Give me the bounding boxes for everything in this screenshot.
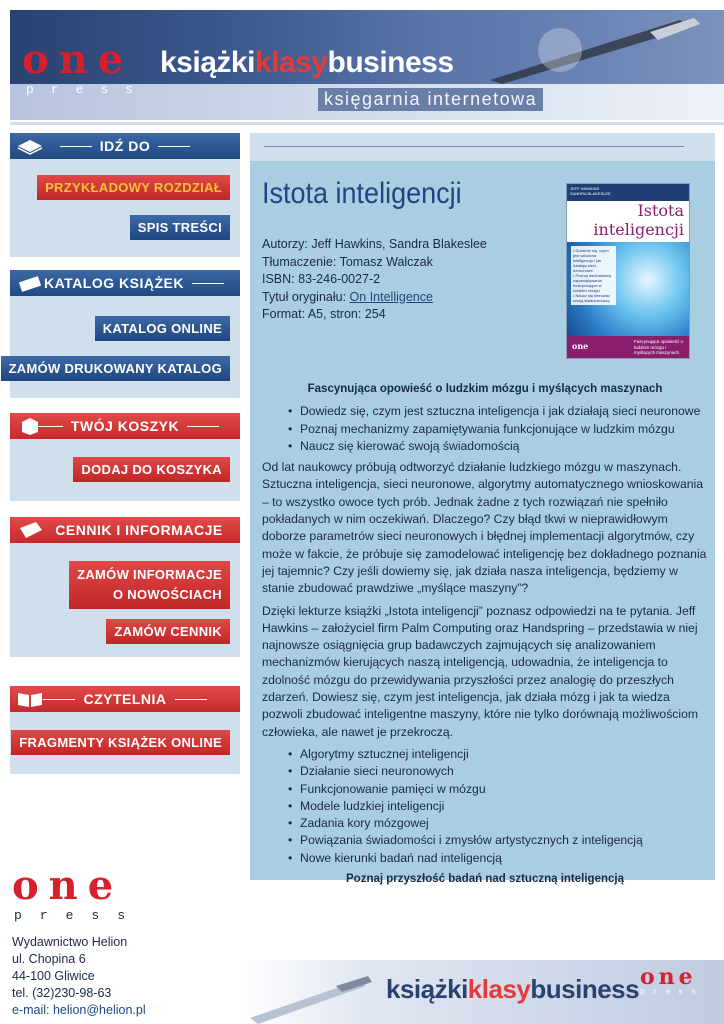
list-item: • Naucz się kierować swoją świadomością [288, 438, 708, 455]
sample-chapter-button[interactable]: PRZYKŁADOWY ROZDZIAŁ [37, 175, 230, 200]
footer-one-press-logo[interactable] [12, 862, 144, 923]
book-description [262, 381, 708, 888]
publisher-city: 44-100 Gliwice [12, 969, 95, 983]
one-press-logo[interactable] [22, 36, 152, 104]
sidebar-goto-title: IDŹ DO [99, 138, 151, 154]
info-icon [16, 520, 44, 540]
cover-bullet-3: • Naucz się kierować swoją świadomością [573, 293, 610, 303]
online-fragments-button[interactable]: FRAGMENTY KSIĄŻEK ONLINE [11, 730, 230, 755]
publisher-phone: tel. (32)230-98-63 [12, 986, 112, 1000]
list-item: • Funkcjonowanie pamięci w mózgu [288, 781, 708, 798]
sidebar-cart-header [10, 413, 240, 439]
book-translator: Tłumaczenie: Tomasz Walczak [262, 254, 433, 269]
table-of-contents-button[interactable]: SPIS TREŚCI [130, 215, 230, 240]
sidebar-catalog-title: KATALOG KSIĄŻEK [44, 275, 184, 291]
feature-list-2 [288, 746, 708, 867]
logo-word: one [22, 36, 134, 83]
book-detail-panel [250, 133, 715, 886]
footer-brand-b: klasy [467, 974, 531, 1004]
publisher-email-link[interactable]: helion@helion.pl [52, 1003, 146, 1017]
fountain-pen-icon [240, 960, 380, 1024]
panel-top-strip [250, 133, 715, 161]
cover-subtitle: Fascynująca opowieść o ludzkim mózgu i myślących maszynach [634, 339, 684, 355]
book-title: Istota inteligencji [262, 177, 462, 210]
sidebar-pricing-title: CENNIK I INFORMACJE [55, 522, 223, 538]
brand-title [160, 46, 454, 80]
cover-face-artwork [567, 242, 690, 336]
book-original-title-row [262, 289, 487, 307]
publisher-email-row [12, 1002, 146, 1019]
cover-logo: one [572, 341, 589, 351]
list-item: • Nowe kierunki badań nad inteligencją [288, 850, 708, 867]
sidebar-reading-box [10, 686, 240, 774]
publisher-address [12, 934, 146, 1019]
list-item: • Zadania kory mózgowej [288, 815, 708, 832]
publisher-name: Wydawnictwo Helion [12, 935, 128, 949]
cover-author-strip [567, 184, 689, 201]
cover-bullet-1: • Dowiedz się, czym jest sztuczna inteligencja i jak działają sieci neuronowe [573, 248, 609, 273]
description-paragraph-1: Od lat naukowcy próbują odtworzyć działanie ludzkiego mózgu w maszynach. Sztuczna inteligencja, sieci neuronowe, algorytmy automatycznego wnioskowania – to wszystko owoce tych prób. Jednak żadne z tych rozwiązań nie spełniło pokładanych w nim oczekiwań. Dlaczego? Czy błąd tkwi w nieprawidłowym doborze parametrów sieci neuronowych i błędnej implementacji algorytmów, czy może w fakcie, że próbuje się zamodelować inteligencję bez dokładnego poznania jej tajemnic? Czy jeśli dowiemy się, jak działa nasza inteligencja, będziemy w stanie zbudować prawdziwe „myślące maszyny”? [262, 460, 707, 596]
book-icon [16, 136, 44, 156]
original-title-label: Tytuł oryginału: [262, 289, 350, 304]
order-news-line-1: ZAMÓW INFORMACJE [77, 567, 222, 582]
sidebar-pricing-header [10, 517, 240, 543]
sidebar-catalog-header [10, 270, 240, 296]
description-closing: Poznaj przyszłość badań nad sztuczną inteligencją [346, 873, 624, 886]
catalog-online-button[interactable]: KATALOG ONLINE [95, 316, 230, 341]
sidebar-goto-box [10, 133, 240, 257]
description-lead: Fascynująca opowieść o ludzkim mózgu i myślących maszynach [307, 383, 663, 395]
email-label: e-mail: [12, 1003, 53, 1017]
add-to-cart-button[interactable]: DODAJ DO KOSZYKA [73, 457, 230, 482]
header-divider [10, 122, 724, 125]
footer-banner [240, 960, 724, 1024]
footer-mini-logo [640, 966, 704, 997]
order-print-catalog-button[interactable]: ZAMÓW DRUKOWANY KATALOG [1, 356, 230, 381]
sidebar-pricing-box [10, 517, 240, 657]
list-item: • Modele ludzkiej inteligencji [288, 798, 708, 815]
sidebar-reading-header [10, 686, 240, 712]
brand-tagline: księgarnia internetowa [318, 88, 543, 111]
book-cover-image[interactable] [566, 183, 690, 359]
cover-author-1: JEFF HAWKINS [570, 186, 600, 191]
list-item: • Dowiedz się, czym jest sztuczna inteligencja i jak działają sieci neuronowe [288, 403, 708, 420]
sidebar-cart-title: TWÓJ KOSZYK [70, 418, 180, 434]
books-icon [16, 273, 44, 293]
list-item: • Algorytmy sztucznej inteligencji [288, 746, 708, 763]
book-authors: Autorzy: Jeff Hawkins, Sandra Blakeslee [262, 237, 487, 251]
order-pricelist-button[interactable]: ZAMÓW CENNIK [106, 619, 230, 644]
footer-logo-word: one [12, 862, 124, 909]
list-item: • Działanie sieci neuronowych [288, 763, 708, 780]
header-banner [10, 10, 724, 120]
open-book-icon [16, 689, 44, 709]
sidebar-cart-box [10, 413, 240, 501]
cover-title-line-1: Istota [637, 201, 684, 220]
cover-bottom-strip [567, 336, 689, 359]
footer-mini-logo-sub: press [640, 988, 705, 997]
fountain-pen-icon [450, 10, 724, 84]
feature-list-1 [288, 403, 708, 455]
book-metadata [262, 236, 487, 324]
cover-author-2: SANDRA BLAKESLEE [570, 191, 611, 196]
brand-part-b: klasy [254, 46, 328, 79]
cover-bullet-2: • Poznaj mechanizmy zapamiętywania funkcjonujące w ludzkim mózgu [573, 273, 612, 293]
original-title-link[interactable]: On Intelligence [349, 289, 433, 304]
sidebar-catalog-box [10, 270, 240, 398]
book-isbn: ISBN: 83-246-0027-2 [262, 272, 381, 286]
list-item: • Poznaj mechanizmy zapamiętywania funkcjonujące w ludzkim mózgu [288, 421, 708, 438]
cover-title [593, 201, 684, 239]
order-news-button[interactable] [69, 561, 230, 609]
sidebar-reading-title: CZYTELNIA [83, 691, 167, 707]
sidebar-goto-header [10, 133, 240, 159]
cover-title-line-2: inteligencji [593, 220, 684, 239]
brand-part-c: business [327, 46, 454, 79]
order-news-line-2: O NOWOŚCIACH [112, 587, 222, 602]
logo-sub: press [26, 82, 151, 97]
brand-part-a: książki [160, 46, 255, 79]
footer-logo-sub: press [14, 908, 144, 923]
footer-brand-a: książki [386, 974, 468, 1004]
footer-brand-title [386, 974, 639, 1005]
footer-mini-logo-word: one [640, 964, 697, 990]
book-format: Format: A5, stron: 254 [262, 307, 386, 321]
cover-bullets [571, 246, 616, 305]
cart-icon [16, 416, 44, 436]
publisher-street: ul. Chopina 6 [12, 952, 86, 966]
list-item: • Powiązania świadomości i zmysłów artystycznych z inteligencją [288, 832, 708, 849]
footer-brand-c: business [530, 974, 640, 1004]
description-paragraph-2: Dzięki lekturze książki „Istota inteligencji” poznasz odpowiedzi na te pytania. Jeff Hawkins – założyciel firm Palm Computing oraz Handspring – przedstawia w niej najnowsze osiągnięcia grup badawczych zajmujących się analizowaniem mechanizmów kierujących naszą inteligencją, udowadnia, że inteligencja to zdolność mózgu do przewidywania przyszłości przez analogię do przeszłych zdarzeń. Dowiesz się, czym jest inteligencja, jak działa mózg i jak ta wiedza pozwoli zbudować inteligentne maszyny, które nie tylko dorównają możliwościom człowieka, ale nawet je przekroczą. [262, 603, 699, 739]
